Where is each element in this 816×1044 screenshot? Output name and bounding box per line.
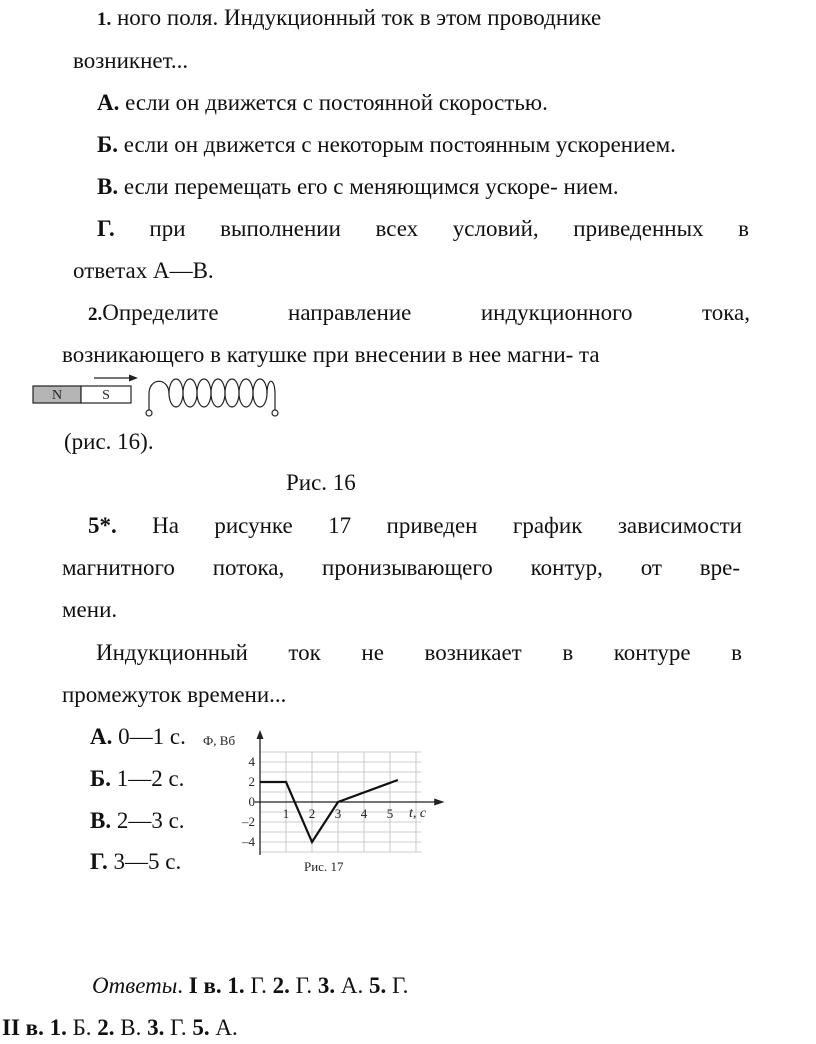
y-tick-label: 0 [248,794,255,809]
answers-variant-1: I в. [188,973,222,998]
q1-stem-text: ного поля. Индукционный ток в этом проводнике [117,5,602,30]
x-tick-label: 3 [334,806,342,821]
q1-option-b [97,131,676,159]
q1-option-b-letter: Б. [97,132,118,157]
q2-line1-text: Определите направление индукционного тока, [102,300,750,325]
answers-v2-q3-number: 3. [147,1015,165,1040]
q2-number: 2. [88,304,103,325]
y-tick-label: –4 [242,834,255,849]
q5-option-b-letter: Б. [90,766,111,791]
answers-v2-q2-number: 2. [97,1015,115,1040]
q5-option-c-letter: В. [90,808,112,833]
q1-option-a-letter: А. [97,90,120,115]
magnet-s-label: S [102,388,110,403]
answers-v1-q1-answer: Г. [250,973,267,998]
flux-series-line [260,780,398,842]
q5-option-b [90,765,184,793]
answers-v2-q1-number: 1. [49,1015,67,1040]
answers-v2-q3-answer: Г. [170,1015,187,1040]
chart-x-axis-label: t, c [409,806,427,821]
y-tick-label: 4 [248,754,255,769]
answers-v1-q5-number: 5. [368,973,387,998]
q5-option-a [90,723,186,751]
q1-option-c-letter: В. [97,174,119,199]
q2-line1 [88,299,750,329]
figure-17-chart [200,725,450,885]
answers-v1-q3-number: 3. [317,973,336,998]
q1-option-d-text: при выполнении всех условий, приведенных в [149,216,749,241]
answers-variant-2: II в. [2,1015,44,1040]
y-axis-arrow-icon [257,730,264,739]
q5-number: 5*. [88,513,117,538]
figure-16-magnet-coil [28,372,288,424]
q5-option-c-text: 2—3 с. [116,808,185,833]
q1-option-a-text: если он движется с постоянной скоростью. [125,90,548,115]
q5-line1-text: На рисунке 17 приведен график зависимости [152,513,742,538]
x-axis-arrow-icon [434,799,444,806]
q2-line2: возникающего в катушке при внесении в нее магни- та [62,342,600,367]
chart-y-axis-label: Ф, Вб [203,733,236,748]
q5-line1 [88,512,742,540]
q1-option-d [97,215,749,243]
q5-line5: промежуток времени... [62,682,287,707]
magnet-n-label: N [51,388,63,403]
y-tick-label: –2 [242,814,255,829]
q5-option-d-text: 3—5 с. [113,849,182,874]
coil-icon [146,379,278,416]
q5-option-d-letter: Г. [90,849,108,874]
q1-option-b-text: если он движется с некоторым постоянным ускорением. [123,132,676,157]
q5-line2: магнитного потока, пронизывающего контур, от вре- [62,555,740,580]
q1-stem-line2: возникнет... [73,48,189,73]
q1-option-a [97,89,548,117]
chart-series [260,780,398,842]
answers-label: Ответы [92,973,178,998]
q5-line3: мени. [62,597,118,622]
q5-option-a-letter: А. [90,724,113,749]
answers-v2-q5-answer: А. [215,1015,238,1040]
answers-v2-q1-answer: Б. [72,1015,92,1040]
x-tick-label: 5 [386,806,394,821]
q5-option-d [90,848,181,876]
q2-line3: (рис. 16). [64,429,154,454]
x-tick-label: 4 [360,806,368,821]
q5-option-c [90,807,185,835]
q1-option-d-letter: Г. [97,216,115,241]
q1-stem-line1 [97,4,601,34]
answers-v1-q1-number: 1. [227,973,245,998]
answers-line2 [2,1014,238,1042]
figure-17-caption: Рис. 17 [304,859,344,874]
q1-option-c-text: если перемещать его с меняющимся ускоре- нием. [123,174,619,199]
x-tick-label: 2 [308,806,316,821]
answers-v1-q2-answer: Г. [295,973,313,998]
q1-number: 1. [97,9,112,30]
q5-option-b-text: 1—2 с. [116,766,185,791]
x-tick-label: 1 [282,806,290,821]
answers-v1-q3-answer: А. [340,973,364,998]
q1-option-c [97,173,619,201]
figure-16-caption: Рис. 16 [286,470,356,495]
q5-option-a-text: 0—1 с. [118,724,186,749]
motion-arrow-icon [94,375,138,382]
q5-line4: Индукционный ток не возникает в контуре в [96,640,742,665]
answers-v2-q2-answer: В. [120,1015,142,1040]
answers-v2-q5-number: 5. [192,1015,210,1040]
answers-v1-q2-number: 2. [272,973,290,998]
answers-line1: Ответы. I в. 1. Г. 2. Г. 3. А. 5. Г. [92,973,409,998]
y-tick-label: 2 [248,774,255,789]
q1-option-d-line2: ответах А—В. [73,258,214,283]
answers-v1-q5-answer: Г. [391,973,409,998]
